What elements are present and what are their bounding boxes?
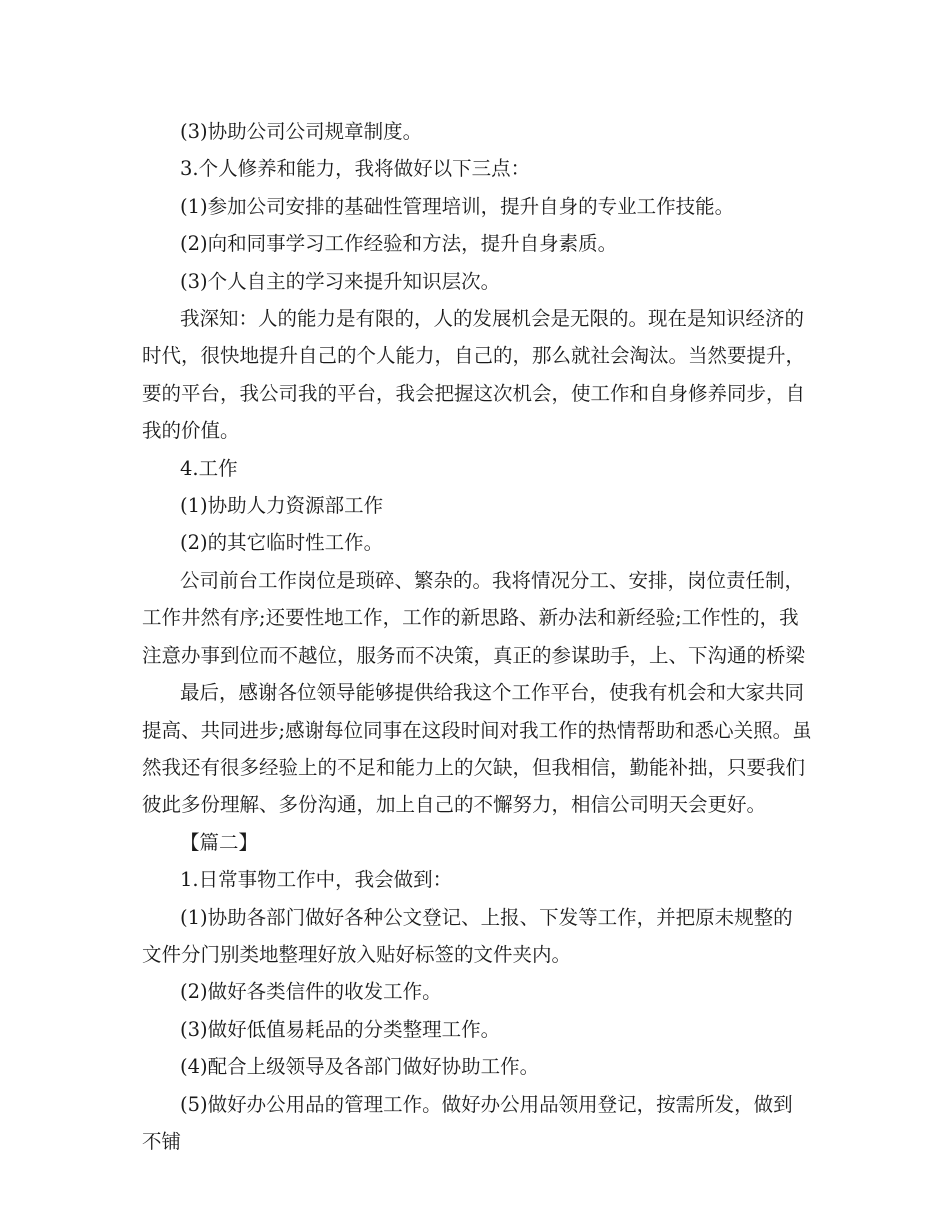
paragraph: 最后，感谢各位领导能够提供给我这个工作平台，使我有机会和大家共同提高、共同进步;感谢每位同事在这段时间对我工作的热情帮助和悉心关照。虽然我还有很多经验上的不足和能力上的欠缺，但我相信，勤能补拙，只要我们彼此多份理解、多份沟通，加上自己的不懈努力，相信公司明天会更好。 [142, 681, 812, 817]
paragraph: (1)协助各部门做好各种公文登记、上报、下发等工作，并把原未规整的文件分门别类地整理好放入贴好标签的文件夹内。 [142, 905, 793, 966]
paragraph: (3)个人自主的学习来提升知识层次。 [180, 269, 501, 293]
part-heading: 【篇二】 [180, 830, 259, 854]
section-heading: 4.工作 [180, 456, 238, 480]
paragraph: (4)配合上级领导及各部门做好协助工作。 [180, 1055, 540, 1079]
document-body [142, 113, 812, 1160]
paragraph: (5)做好办公用品的管理工作。做好办公用品领用登记，按需所发，做到不铺 [142, 1092, 793, 1153]
paragraph: 我深知：人的能力是有限的，人的发展机会是无限的。现在是知识经济的时代，很快地提升自己的个人能力，自己的，那么就社会淘汰。当然要提升，要的平台，我公司我的平台，我会把握这次机会，使工作和自身修养同步，自我的价值。 [142, 307, 806, 443]
section-heading: 1.日常事物工作中，我会做到： [180, 868, 453, 892]
paragraph: 公司前台工作岗位是琐碎、繁杂的。我将情况分工、安排，岗位责任制，工作井然有序;还要性地工作，工作的新思路、新办法和新经验;工作性的，我注意办事到位而不越位，服务而不决策，真正的参谋助手，上、下沟通的桥梁 [142, 568, 806, 667]
paragraph: (3)协助公司公司规章制度。 [180, 120, 423, 143]
paragraph: (2)向和同事学习工作经验和方法，提升自身素质。 [180, 232, 618, 256]
paragraph: (2)的其它临时性工作。 [180, 531, 384, 555]
paragraph: (3)做好低值易耗品的分类整理工作。 [180, 1017, 501, 1041]
paragraph: (1)协助人力资源部工作 [180, 494, 384, 518]
paragraph: (1)参加公司安排的基础性管理培训，提升自身的专业工作技能。 [180, 194, 735, 218]
paragraph: 3.个人修养和能力，我将做好以下三点： [180, 157, 531, 181]
paragraph: (2)做好各类信件的收发工作。 [180, 980, 442, 1004]
